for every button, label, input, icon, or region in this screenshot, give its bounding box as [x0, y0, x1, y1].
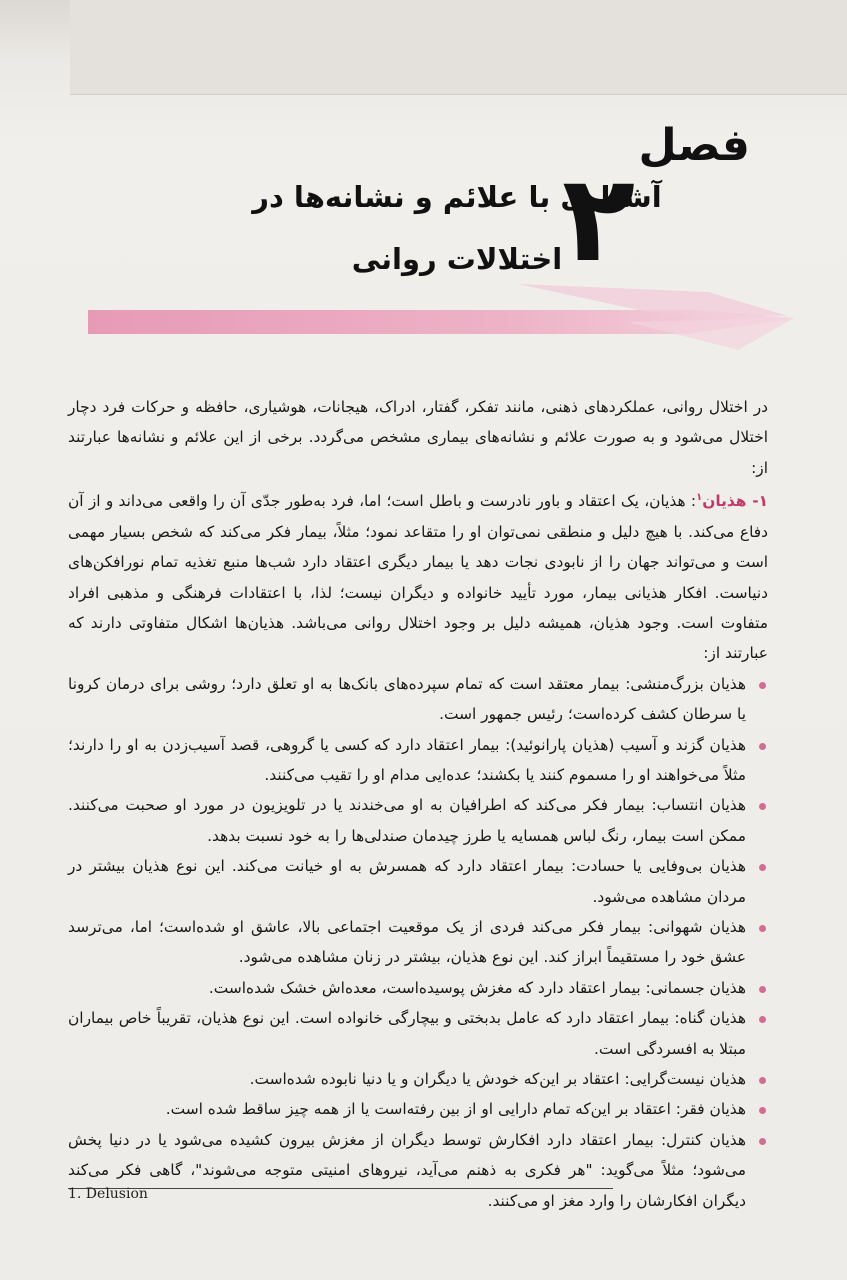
bullet-dot-icon	[759, 864, 766, 871]
previous-page-edge	[70, 0, 847, 95]
delusion-paragraph	[68, 483, 768, 669]
list-item: هذیان بی‌وفایی یا حسادت: بیمار اعتقاد دارد که همسرش به او خیانت می‌کند. این نوع هذیان بیشتر در مردان مشاهده می‌شود.	[68, 851, 768, 912]
bullet-dot-icon	[759, 1138, 766, 1145]
bullet-dot-icon	[759, 743, 766, 750]
footnote: 1. Delusion	[68, 1186, 148, 1202]
intro-paragraph: در اختلال روانی، عملکردهای ذهنی، مانند تفکر، گفتار، ادراک، هیجانات، هوشیاری، حافظه و حرکات فرد دچار اختلال می‌شود و به صورت علائم و نشانه‌های بیماری مشخص می‌گردد. برخی از این علائم و نشانه‌ها عبارتند از:	[68, 398, 768, 477]
bullet-dot-icon	[759, 925, 766, 932]
list-item: هذیان نیست‌گرایی: اعتقاد بر این‌که خودش یا دیگران و یا دنیا نابوده شده‌است.	[68, 1064, 768, 1094]
bullet-dot-icon	[759, 682, 766, 689]
list-item: هذیان فقر: اعتقاد بر این‌که تمام دارایی او از بین رفته‌است یا از همه چیز ساقط شده است.	[68, 1094, 768, 1124]
list-item: هذیان جسمانی: بیمار اعتقاد دارد که مغزش پوسیده‌است، معده‌اش خشک شده‌است.	[68, 973, 768, 1003]
list-item: هذیان گناه: بیمار اعتقاد دارد که عامل بدبختی و بیچارگی خانواده است. این نوع هذیان، تقریباً خاص بیماران مبتلا به افسردگی است.	[68, 1003, 768, 1064]
bullet-dot-icon	[759, 1107, 766, 1114]
footnote-divider	[68, 1188, 613, 1189]
delusion-text: : هذیان، یک اعتقاد و باور نادرست و باطل است؛ اما، فرد به‌طور جدّی آن را واقعی می‌داند و از آن دفاع می‌کند. با هیچ دلیل و منطقی نمی‌توان او را متقاعد نمود؛ مثلاً، بیمار فکر می‌کند که شخص بسیار مهمی است و می‌تواند جهان را از نابودی نجات دهد یا بیمار دیگری اعتقاد دارد شب‌ها منبع تغذیه تمام نورافکن‌های دنیاست. افکار هذیانی بیمار، مورد تأیید خانواده و دیگران نیست؛ لذا، با اعتقادات فرهنگی و مذهبی افراد متفاوت است. وجود هذیان، همیشه دلیل بر وجود اختلال روانی می‌باشد. هذیان‌ها اشکال متفاوتی دارند که عبارتند از:	[68, 492, 768, 663]
delusion-heading: ۱- هذیان$^۱$	[696, 492, 768, 511]
body-text	[68, 392, 768, 1216]
list-item: هذیان بزرگ‌منشی: بیمار معتقد است که تمام سپرده‌های بانک‌ها به او تعلق دارد؛ روشی برای درمان کرونا یا سرطان کشف کرده‌است؛ رئیس جمهور است.	[68, 669, 768, 730]
chapter-title-line-1: آشنایی با علائم و نشانه‌ها در	[252, 180, 662, 214]
chapter-number: ۲	[562, 150, 636, 289]
chapter-label: فصل	[638, 120, 750, 171]
footnote-marker: ۱	[696, 492, 703, 504]
list-item: هذیان انتساب: بیمار فکر می‌کند که اطرافیان به او می‌خندند یا در تلویزیون در مورد او صحبت می‌کنند. ممکن است بیمار، رنگ لباس همسایه یا طرز چیدمان صندلی‌ها را به خود نسبت بدهد.	[68, 790, 768, 851]
list-item: هذیان کنترل: بیمار اعتقاد دارد افکارش توسط دیگران از مغزش بیرون کشیده می‌شود یا در دنیا پخش می‌شود؛ مثلاً می‌گوید: "هر فکری به ذهنم می‌آید، نیروهای امنیتی متوجه می‌شوند"، گاهی فکر می‌کند دیگران افکارشان را وارد مغز او می‌کنند.	[68, 1125, 768, 1216]
list-item: هذیان شهوانی: بیمار فکر می‌کند فردی از یک موقعیت اجتماعی بالا، عاشق او شده‌است؛ اما، می‌ترسد عشق خود را مستقیماً ابراز کند. این نوع هذیان، بیشتر در زنان مشاهده می‌شود.	[68, 912, 768, 973]
bullet-dot-icon	[759, 1077, 766, 1084]
bullet-dot-icon	[759, 803, 766, 810]
chapter-title-line-2: اختلالات روانی	[351, 242, 563, 276]
list-item: هذیان گزند و آسیب (هذیان پارانوئید): بیمار اعتقاد دارد که کسی یا گروهی، قصد آسیب‌زدن به او را دارند؛ مثلاً می‌خواهند او را مسموم کنند یا بکشند؛ عده‌ایی مدام او را تقیب می‌کنند.	[68, 730, 768, 791]
pink-banner	[88, 282, 800, 354]
delusion-types-list	[68, 669, 768, 1216]
bullet-dot-icon	[759, 1016, 766, 1023]
bullet-dot-icon	[759, 986, 766, 993]
